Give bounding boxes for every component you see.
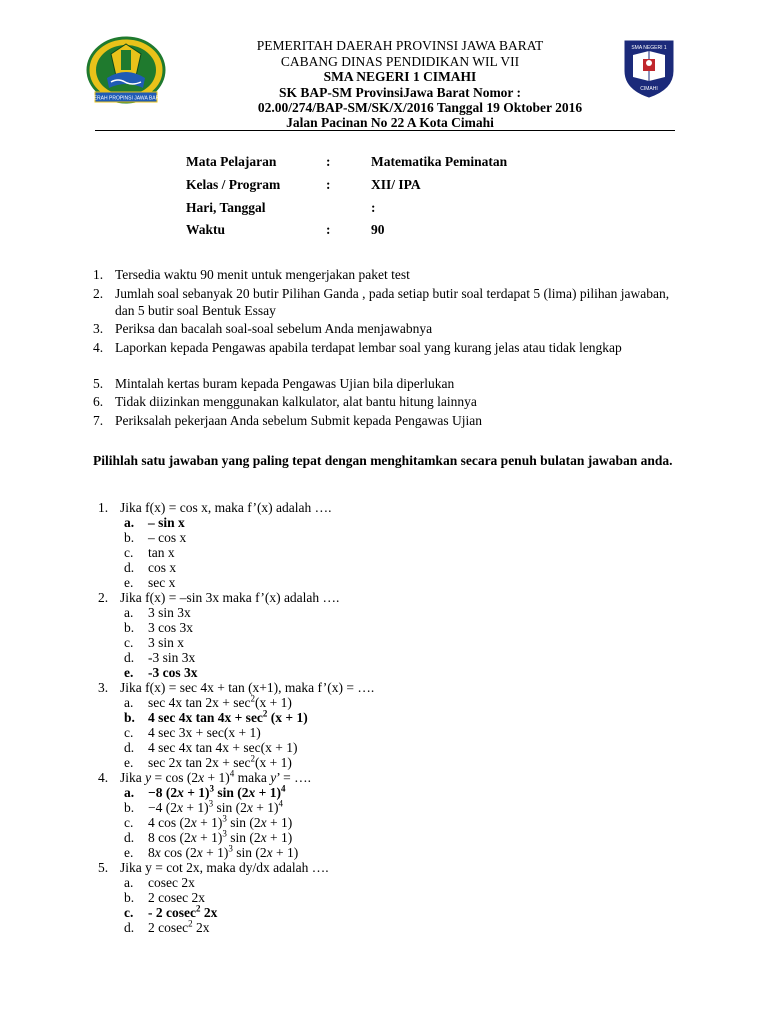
option-letter[interactable]: d. bbox=[124, 740, 135, 755]
option-letter[interactable]: e. bbox=[124, 755, 134, 770]
option-text[interactable]: cosec 2x bbox=[148, 875, 195, 890]
option-text[interactable]: 3 sin 3x bbox=[148, 605, 191, 620]
option-text[interactable]: cos x bbox=[148, 560, 177, 575]
instruction-text: Periksa dan bacalah soal-soal sebelum Anda menjawabnya bbox=[115, 321, 433, 336]
question-number: 4. bbox=[98, 770, 109, 785]
option-text[interactable]: 2 cosec 2x bbox=[148, 890, 205, 905]
answer-instruction: Pilihlah satu jawaban yang paling tepat dengan menghitamkan secara penuh bulatan jawaban anda. bbox=[93, 453, 673, 468]
question-number: 3. bbox=[98, 680, 109, 695]
option-text[interactable]: −4 $(2x + 1)^3$ $\sin (2x + 1)^4$ bbox=[148, 798, 283, 815]
option-letter[interactable]: e. bbox=[124, 845, 134, 860]
right-logo-caption: SMA NEGERI 1 bbox=[631, 45, 667, 51]
option-letter[interactable]: c. bbox=[124, 815, 134, 830]
option-letter[interactable]: d. bbox=[124, 650, 135, 665]
option-text[interactable]: 3 cos 3x bbox=[148, 620, 193, 635]
option-letter[interactable]: c. bbox=[124, 545, 134, 560]
question-text: Jika $y = \cos (2x + 1)^4$ maka y’ = …. bbox=[120, 768, 311, 785]
instruction-number: 6. bbox=[93, 394, 104, 409]
option-letter[interactable]: e. bbox=[124, 575, 134, 590]
option-letter[interactable]: d. bbox=[124, 560, 135, 575]
header-divider bbox=[95, 130, 675, 131]
option-text[interactable]: - 2 cosec$^2$ 2x bbox=[148, 903, 218, 920]
option-letter[interactable]: b. bbox=[124, 710, 135, 725]
west-java-emblem-logo bbox=[85, 36, 167, 108]
option-text[interactable]: sec 2x $\tan 2x + \sec^2(x + 1)$ bbox=[148, 753, 292, 770]
info-label-subject: Mata Pelajaran bbox=[186, 154, 277, 169]
header-line-dept: CABANG DINAS PENDIDIKAN WIL VII bbox=[280, 54, 520, 69]
question-text: Jika f(x) = cos x, maka f’(x) adalah …. bbox=[120, 500, 332, 515]
option-text[interactable]: – cos x bbox=[148, 530, 187, 545]
option-letter[interactable]: d. bbox=[124, 920, 135, 935]
instruction-number: 3. bbox=[93, 321, 104, 336]
option-text[interactable]: 3 sin x bbox=[148, 635, 185, 650]
option-letter[interactable]: e. bbox=[124, 665, 134, 680]
info-colon-class: : bbox=[326, 177, 331, 192]
option-text[interactable]: -3 cos 3x bbox=[148, 665, 198, 680]
header-line-address: Jalan Pacinan No 22 A Kota Cimahi bbox=[286, 115, 494, 130]
instruction-text: Jumlah soal sebanyak 20 butir Pilihan Ganda , pada setiap butir soal terdapat 5 (lima) pilihan jawaban, dan 5 butir soal Bentuk Essay bbox=[115, 286, 670, 318]
option-letter[interactable]: a. bbox=[124, 785, 135, 800]
instruction-number: 5. bbox=[93, 376, 104, 391]
instruction-text: Tidak diizinkan menggunakan kalkulator, alat bantu hitung lainnya bbox=[115, 394, 477, 409]
instruction-text: Tersedia waktu 90 menit untuk mengerjakan paket test bbox=[115, 267, 410, 282]
instruction-number: 7. bbox=[93, 413, 104, 428]
option-letter[interactable]: c. bbox=[124, 635, 134, 650]
option-text[interactable]: 4 sec 3x + sec(x + 1) bbox=[148, 725, 261, 740]
instruction-number: 4. bbox=[93, 340, 104, 355]
option-text[interactable]: 2 cosec$^2$ 2x bbox=[148, 918, 210, 935]
option-text[interactable]: 8 $\cos (2x + 1)^3$ sin (2x + 1) bbox=[148, 828, 293, 845]
instruction-number: 2. bbox=[93, 286, 104, 301]
option-text[interactable]: tan x bbox=[148, 545, 175, 560]
header-line-sk: SK BAP-SM ProvinsiJawa Barat Nomor : bbox=[278, 85, 522, 100]
question-text: Jika f(x) = sec 4x + tan (x+1), maka f’(x) = …. bbox=[120, 680, 375, 695]
option-letter[interactable]: a. bbox=[124, 605, 134, 620]
question-text: Jika y = cot 2x, maka dy/dx adalah …. bbox=[120, 860, 329, 875]
option-letter[interactable]: b. bbox=[124, 800, 135, 815]
option-letter[interactable]: b. bbox=[124, 620, 135, 635]
option-letter[interactable]: c. bbox=[124, 905, 134, 920]
option-letter[interactable]: b. bbox=[124, 530, 135, 545]
header-line-school: SMA NEGERI 1 CIMAHI bbox=[323, 69, 477, 84]
option-letter[interactable]: c. bbox=[124, 725, 134, 740]
option-text[interactable]: −8 $(2x + 1)^3$ $\sin (2x + 1)^4$ bbox=[148, 783, 286, 800]
question-number: 2. bbox=[98, 590, 109, 605]
option-text[interactable]: 4 $\cos (2x + 1)^3$ sin (2x + 1) bbox=[148, 813, 293, 830]
info-label-time: Waktu bbox=[186, 222, 226, 237]
option-text[interactable]: 4 sec 4x $\tan 4x + \sec^2 (x + 1)$ bbox=[148, 708, 308, 725]
school-shield-logo bbox=[621, 37, 677, 99]
info-value-class: XII/ IPA bbox=[371, 177, 421, 192]
info-value-time: 90 bbox=[371, 222, 385, 237]
instruction-number: 1. bbox=[93, 267, 104, 282]
header-line-province: PEMERITAH DAERAH PROVINSI JAWA BARAT bbox=[256, 38, 544, 53]
right-logo-sub: CIMAHI bbox=[640, 86, 658, 92]
question-number: 5. bbox=[98, 860, 109, 875]
info-colon-time: : bbox=[326, 222, 331, 237]
instruction-text: Periksalah pekerjaan Anda sebelum Submit kepada Pengawas Ujian bbox=[115, 413, 483, 428]
question-number: 1. bbox=[98, 500, 109, 515]
instruction-text: Laporkan kepada Pengawas apabila terdapat lembar soal yang kurang jelas atau tidak lengkap bbox=[115, 340, 622, 355]
info-value-date: : bbox=[371, 200, 376, 215]
option-letter[interactable]: a. bbox=[124, 515, 135, 530]
option-text[interactable]: -3 sin 3x bbox=[148, 650, 196, 665]
instruction-text: Mintalah kertas buram kepada Pengawas Ujian bila diperlukan bbox=[115, 376, 455, 391]
option-text[interactable]: sec 4x $\tan 2x + \sec^2(x + 1)$ bbox=[148, 693, 292, 710]
option-text[interactable]: – sin x bbox=[148, 515, 185, 530]
info-colon-subject: : bbox=[326, 154, 331, 169]
question-text: Jika f(x) = –sin 3x maka f’(x) adalah …. bbox=[120, 590, 340, 605]
info-label-date: Hari, Tanggal bbox=[186, 200, 266, 215]
left-logo-caption: DAERAH PROPINSI JAWA BARAT bbox=[86, 95, 166, 102]
option-letter[interactable]: d. bbox=[124, 830, 135, 845]
option-letter[interactable]: b. bbox=[124, 890, 135, 905]
option-text[interactable]: 4 sec 4x tan 4x + sec(x + 1) bbox=[148, 740, 298, 755]
option-letter[interactable]: a. bbox=[124, 695, 134, 710]
info-label-class: Kelas / Program bbox=[186, 177, 281, 192]
option-text[interactable]: sec x bbox=[148, 575, 176, 590]
info-value-subject: Matematika Peminatan bbox=[371, 154, 508, 169]
option-letter[interactable]: a. bbox=[124, 875, 134, 890]
option-text[interactable]: 8x $\cos (2x + 1)^3$ sin (2x + 1) bbox=[148, 843, 299, 860]
header-line-sk-number: 02.00/274/BAP-SM/SK/X/2016 Tanggal 19 Oktober 2016 bbox=[257, 100, 583, 115]
